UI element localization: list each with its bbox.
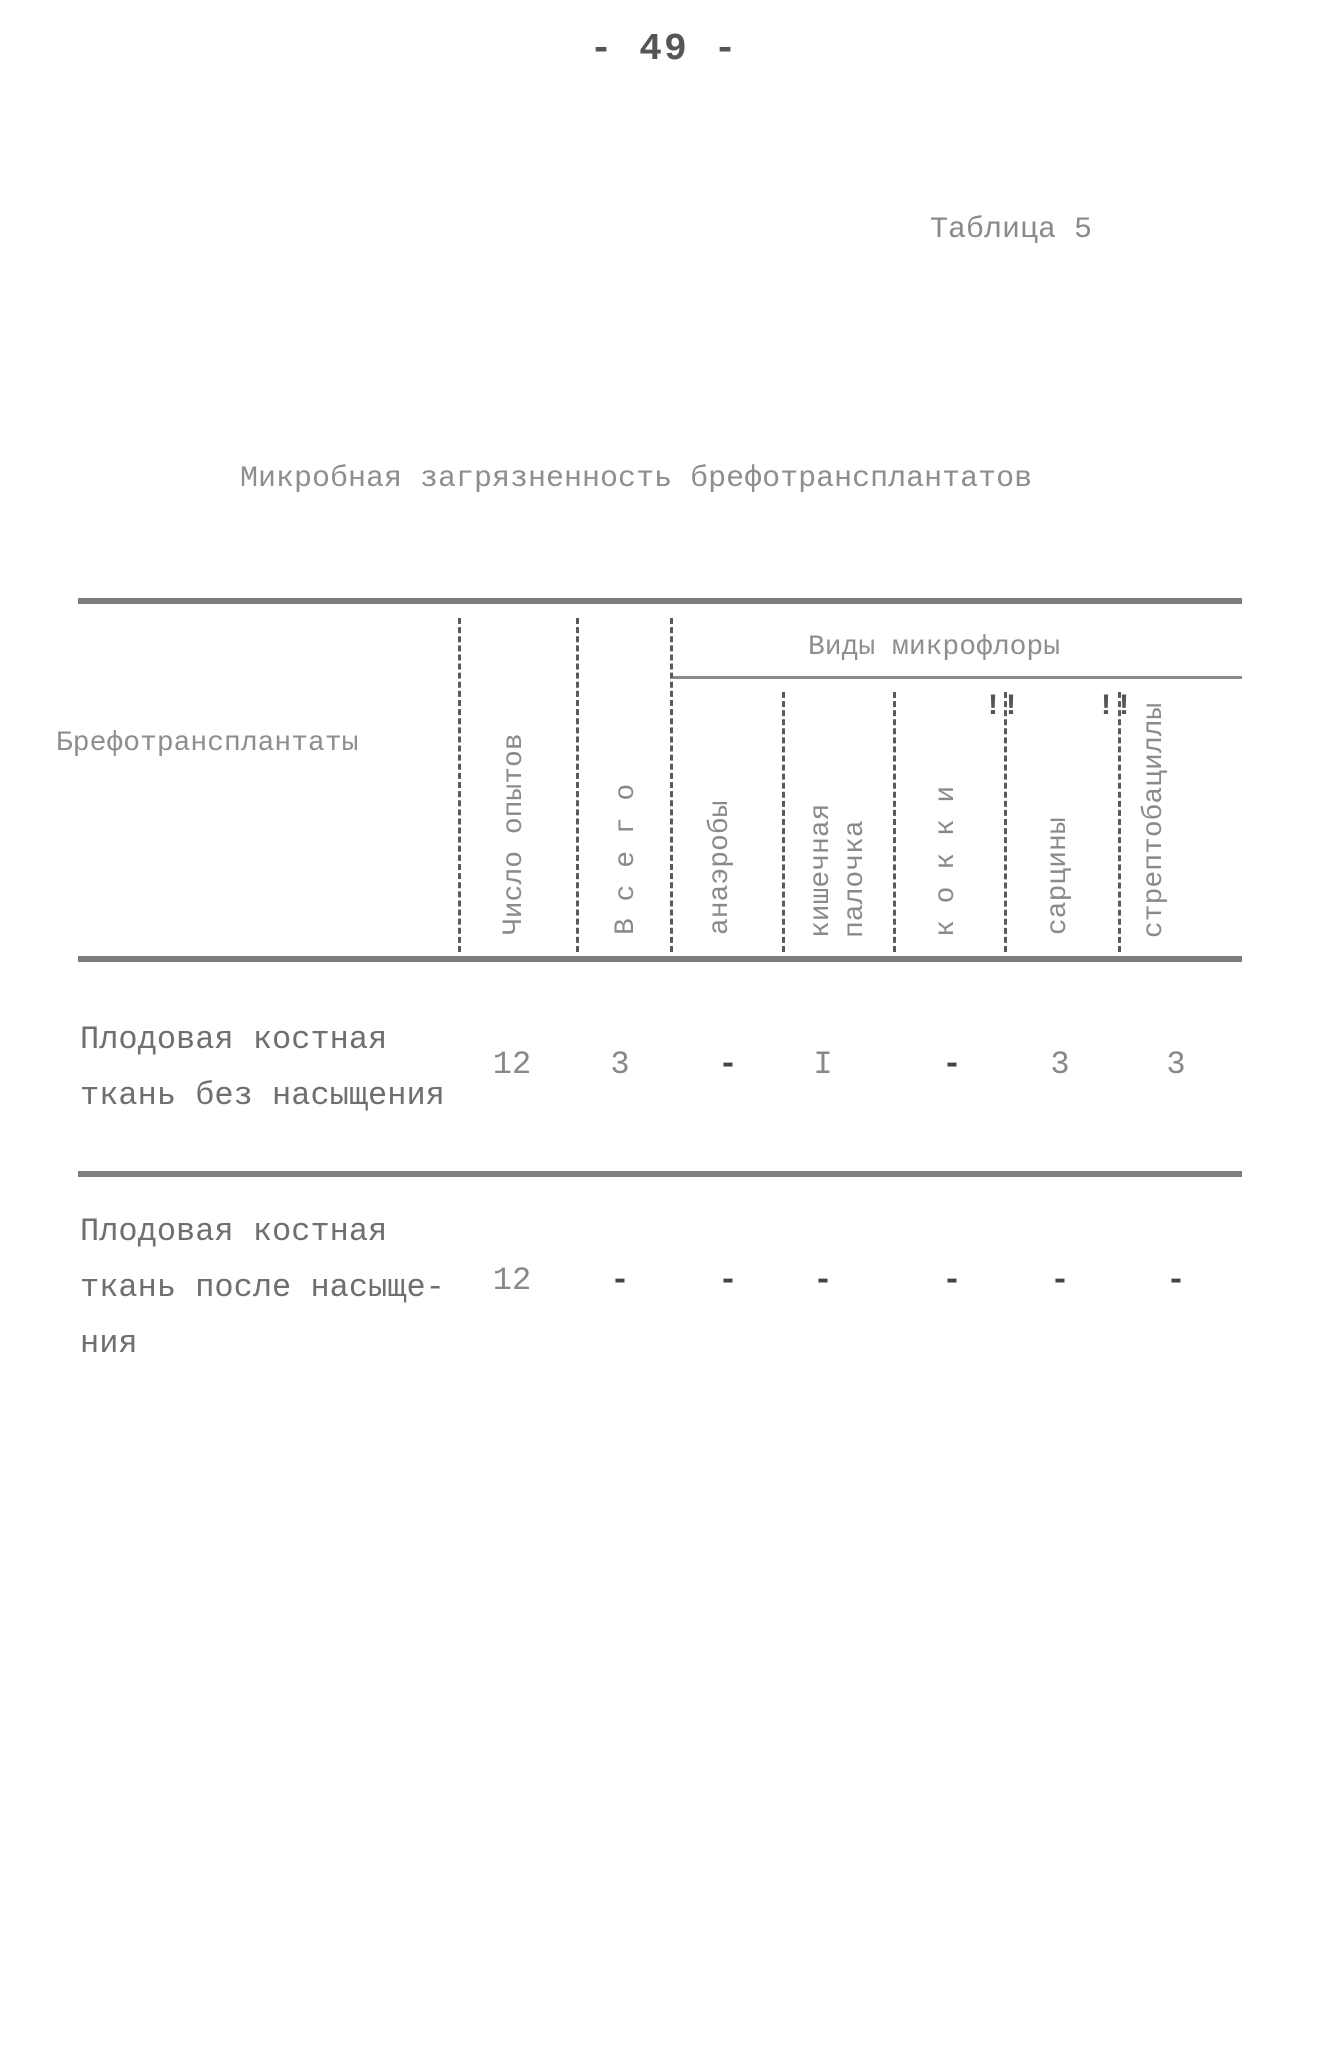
table-cell: -	[1050, 1262, 1070, 1299]
mark: !!	[984, 690, 1021, 724]
table-cell: 3	[1050, 1046, 1070, 1083]
col-separator	[1004, 692, 1007, 952]
table-top-rule	[78, 598, 1242, 604]
table-label: Таблица 5	[930, 213, 1093, 247]
table-cell: 3	[610, 1046, 630, 1083]
table-cell: -	[1166, 1262, 1186, 1299]
col-header-total: В с е г о	[611, 783, 642, 935]
table-cell: -	[813, 1262, 833, 1299]
table-cell: -	[942, 1262, 962, 1299]
table-cell: -	[718, 1046, 738, 1083]
table-row-name: Плодовая костная ткань без насыщения	[80, 1021, 445, 1114]
table-cell: 3	[1166, 1046, 1186, 1083]
col-separator	[458, 618, 461, 952]
header-bottom-rule	[78, 956, 1242, 962]
table-cell: 12	[492, 1046, 532, 1083]
col-header-sarcinae: сарцины	[1043, 817, 1074, 935]
table-cell: -	[942, 1046, 962, 1083]
mark: !!	[1097, 690, 1134, 724]
row-separator-rule	[78, 1171, 1242, 1177]
row-header-label: Брефотрансплантаты	[56, 728, 359, 759]
table-caption: Микробная загрязненность брефотрансплантатов	[240, 462, 1033, 496]
col-header-e-coli: кишечная палочка	[806, 803, 871, 938]
col-header-cocci: к о к к и	[931, 785, 962, 937]
col-header-anaerobes: анаэробы	[705, 800, 736, 935]
table-cell: 12	[492, 1262, 532, 1299]
table-cell: -	[718, 1262, 738, 1299]
col-separator	[670, 618, 673, 952]
col-header-trials: Число опытов	[499, 733, 530, 935]
col-group-label: Виды микрофлоры	[808, 632, 1061, 663]
col-separator	[1118, 692, 1121, 952]
table-cell: -	[610, 1262, 630, 1299]
col-separator	[782, 692, 785, 952]
table-cell: I	[813, 1046, 833, 1083]
col-header-streptobacilli: стрептобациллы	[1139, 702, 1170, 938]
page-number: - 49 -	[589, 28, 739, 71]
table-row-name: Плодовая костная ткань после насыще-ния	[80, 1213, 445, 1362]
col-separator	[576, 618, 579, 952]
group-underline	[673, 676, 1242, 679]
col-separator	[893, 692, 896, 952]
